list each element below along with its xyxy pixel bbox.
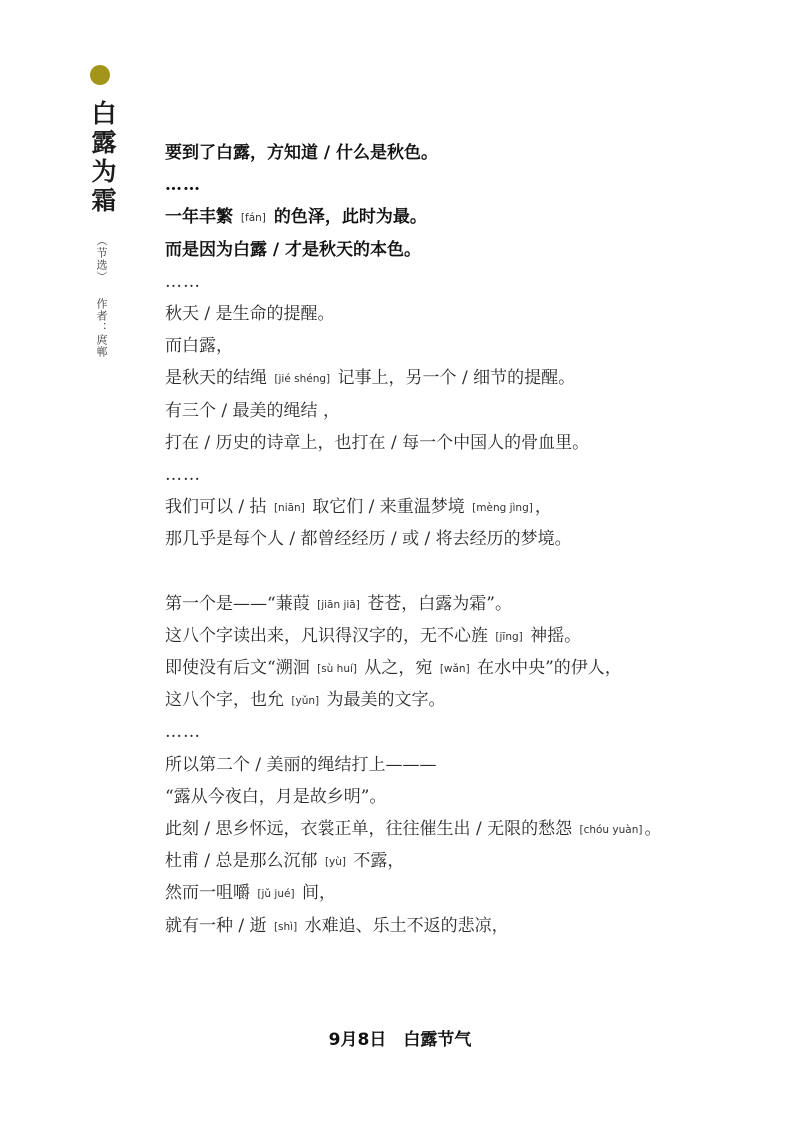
poem-line: 而是因为白露 / 才是秋天的本色。 [165, 239, 422, 260]
poem-line: 要到了白露，方知道 / 什么是秋色。 [165, 143, 439, 163]
poem-line: 我们可以 / 拈 [niān] 取它们 / 来重温梦境 [mèng jìng] ， [165, 497, 552, 518]
poem-line: …… [165, 722, 201, 743]
poem-title: 白露为霜 [88, 100, 117, 216]
poem-line: 是秋天的结绳 [jié shéng] 记事上，另一个 / 细节的提醒。 [165, 368, 576, 389]
poem-line: “露从今夜白，月是故乡明”。 [165, 786, 387, 807]
pinyin-annotation: [sù huí] [317, 663, 357, 675]
pinyin-annotation: [jǔ jué] [257, 888, 295, 901]
pinyin-annotation: [wǎn] [439, 663, 470, 675]
poem-line: …… [165, 271, 201, 292]
poem-subtitle: （节选） [95, 235, 108, 283]
poem-line: …… [165, 175, 201, 196]
poem-line: 一年丰繁 [fán] 的色泽，此时为最。 [165, 207, 427, 228]
pinyin-annotation: [yù] [324, 856, 347, 869]
pinyin-annotation: [shì] [273, 920, 298, 933]
poem-line: 第一个是——“蒹葭 [jiān jiā] 苍苍，白露为霜”。 [165, 593, 512, 614]
poem-line: 所以第二个 / 美丽的绳结打上——— [165, 754, 437, 775]
footer-date: 9月8日 白露节气 [328, 1030, 472, 1050]
pinyin-annotation: [chóu yuàn] [579, 823, 643, 836]
poem-line: 秋天 / 是生命的提醒。 [165, 303, 335, 324]
accent-dot [90, 65, 110, 85]
poem-line: 即使没有后文“溯洄 [sù huí] 从之，宛 [wǎn] 在水中央”的伊人， [165, 658, 622, 678]
poem-line: 然而一咀嚼 [jǔ jué] 间， [165, 883, 336, 904]
pinyin-annotation: [fán] [240, 212, 266, 225]
pinyin-annotation: [niān] [273, 502, 305, 515]
poem-line: 就有一种 / 逝 [shì] 水难追、乐土不返的悲凉， [165, 915, 509, 936]
poem-line: …… [165, 464, 201, 485]
poem-line [165, 555, 765, 587]
pinyin-annotation: [jié shéng] [274, 373, 331, 386]
poem-line: 打在 / 历史的诗章上，也打在 / 每一个中国人的骨血里。 [165, 432, 590, 453]
poem-line: 这八个字，也允 [yǔn] 为最美的文字。 [165, 690, 446, 711]
poem-line: 这八个字读出来，凡识得汉字的，无不心旌 [jīng] 神摇。 [165, 625, 582, 646]
poem-author: 作者：庹郸 [95, 298, 108, 358]
pinyin-annotation: [mèng jìng] [472, 502, 533, 515]
pinyin-annotation: [jīng] [495, 630, 523, 643]
poem-line: 杜甫 / 总是那么沉郁 [yù] 不露， [165, 851, 405, 872]
pinyin-annotation: [jiān jiā] [317, 598, 360, 611]
poem-line: 有三个 / 最美的绳结 ， [165, 400, 340, 421]
poem-line: 此刻 / 思乡怀远，衣裳正单，往往催生出 / 无限的愁怨 [chóu yuàn] 。 [165, 818, 662, 839]
poem-body [165, 137, 765, 942]
poem-line: 而白露， [165, 336, 233, 357]
pinyin-annotation: [yǔn] [291, 695, 320, 708]
poem-line: 那几乎是每个人 / 都曾经经历 / 或 / 将去经历的梦境。 [165, 529, 572, 550]
